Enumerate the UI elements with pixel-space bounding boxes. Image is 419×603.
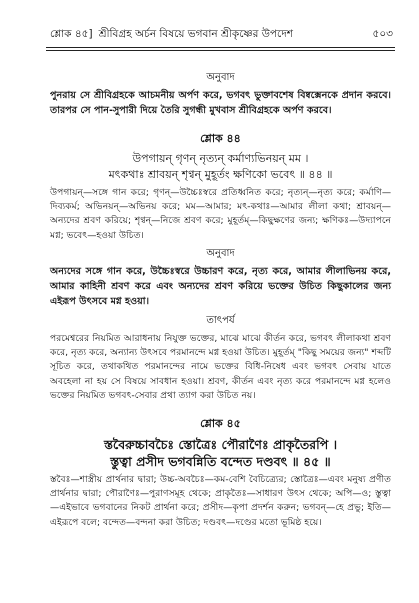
verse-44-synonyms: উপগায়ন্—সঙ্গে গান করে; গৃণন্—উচ্চৈঃস্বরে প্রতিধ্বনিত করে; নৃত্যন্—নৃত্য করে; কর্মাণি—দিব্যকর্ম; অভিনয়ন্—অভিনয় করে; মম—আমার; মৎ-কথাঃ—আমার লীলা কথা; শ্রাবয়ন্—অন্যদের শ্রবণ করিয়ে; শৃণ্বন্—নিজে শ্রবণ করে; মুহূর্তম্—কিছুক্ষণের জন্য; ক্ষণিকঃ—উদ্যাপনে মগ্ন; ভবেৎ—হওয়া উচিত। (50, 186, 391, 241)
verse-45-synonyms: স্তবৈঃ—শাস্ত্রীয় প্রার্থনার দ্বারা; উচ্চ-অবচৈঃ—কম-বেশি বৈচিত্র্যের; স্তোত্রৈঃ—এবং মনুষ্য প্রণীত প্রার্থনার দ্বারা; পৌরাণৈঃ—পুরাণসমূহ থেকে; প্রাকৃতৈঃ—সাধারণ উৎস থেকে; অপি—ও; স্তুত্বা—এইভাবে ভগবানের নিকট প্রার্থনা করে; প্রসীদ—কৃপা প্রদর্শন করুন; ভগবন্—হে প্রভু; ইতি—এইরূপে বলে; বন্দেত—বন্দনা করা উচিত; দণ্ডবৎ—দণ্ডের মতো ভূমিষ্ঠ হয়ে। (50, 473, 391, 528)
verse-44-translation-label: অনুবাদ (206, 248, 235, 260)
page-header (50, 26, 393, 44)
verse-45-label: শ্লোক ৪৫ (200, 416, 241, 430)
header-rule-bottom (46, 50, 395, 51)
translation-label: অনুবাদ (206, 72, 235, 83)
verse-45-line-1: স্তবৈরুচ্চাবচৈঃ স্তোত্রৈঃ পৌরাণৈঃ প্রাকৃতৈরপি । (103, 436, 338, 452)
verse-45-line-2: স্তুত্বা প্রসীদ ভগবন্নিতি বন্দেত দণ্ডবৎ ॥ ৪৫ ॥ (110, 453, 331, 469)
header-rule-top (46, 47, 395, 48)
page-number: ৫০৩ (372, 27, 393, 40)
translation-text: পুনরায় সে শ্রীবিগ্রহকে আচমনীয় অর্পণ করে, ভগবৎ ভুক্তাবশেষ বিষ্বক্সেনকে প্রদান করবে। তারপর সে পান-সুপারী দিয়ে তৈরি সুগন্ধী মুখবাস শ্রীবিগ্রহকে অর্পণ করবে। (50, 90, 391, 116)
header-title: শ্রীবিগ্রহ অর্চন বিষয়ে ভগবান শ্রীকৃষ্ণের উপদেশ (98, 27, 293, 40)
verse-44-line-2: মৎকথাঃ শ্রাবয়ন্ শৃণ্বন্ মুহূর্তং ক্ষণিকো ভবেৎ ॥ ৪৪ ॥ (108, 167, 333, 181)
verse-44-label: শ্লোক ৪৪ (200, 131, 241, 145)
header-verse-ref: শ্লোক ৪৫] (50, 27, 93, 40)
main-content (50, 68, 391, 533)
verse-44-line-1: উপগায়ন্ গৃণন্ নৃত্যন্ কর্মাণ্যভিনয়ন্ মম । (132, 151, 309, 165)
verse-44-translation: অন্যদের সঙ্গে গান করে, উচ্চৈঃস্বরে উচ্চারণ করে, নৃত্য করে, আমার লীলাভিনয় করে, আমার কাহিনী শ্রবণ করে এবং অন্যদের শ্রবণ করিয়ে ভক্তের উচিত কিছুকালের জন্য এইরূপ উৎসবে মগ্ন হওয়া। (50, 266, 391, 307)
purport-text: পরমেশ্বরের নিয়মিত আরাধনায় নিযুক্ত ভক্তের, মাঝে মাঝে কীর্তন করে, ভগবৎ লীলাকথা শ্রবণ করে, নৃত্য করে, অন্যান্য উৎসবে পরমানন্দে মগ্ন হওয়া উচিত। মুহূর্তম্ "কিছু সময়ের জন্য" শব্দটি সূচিত করে, তথাকথিত পরমানন্দের নামে ভক্তের বিধি-নিষেধ এবং ভগবৎ সেবায় যাতে অবহেলা না হয় সে বিষয়ে সাবধান হওয়া। শ্রবণ, কীর্তন এবং নৃত্য করে পরমানন্দে মগ্ন হলেও ভক্তের নিয়মিত ভগবৎ-সেবার প্রথা ত্যাগ করা উচিত নয়। (50, 332, 391, 402)
purport-label: তাৎপর্য (206, 314, 235, 326)
